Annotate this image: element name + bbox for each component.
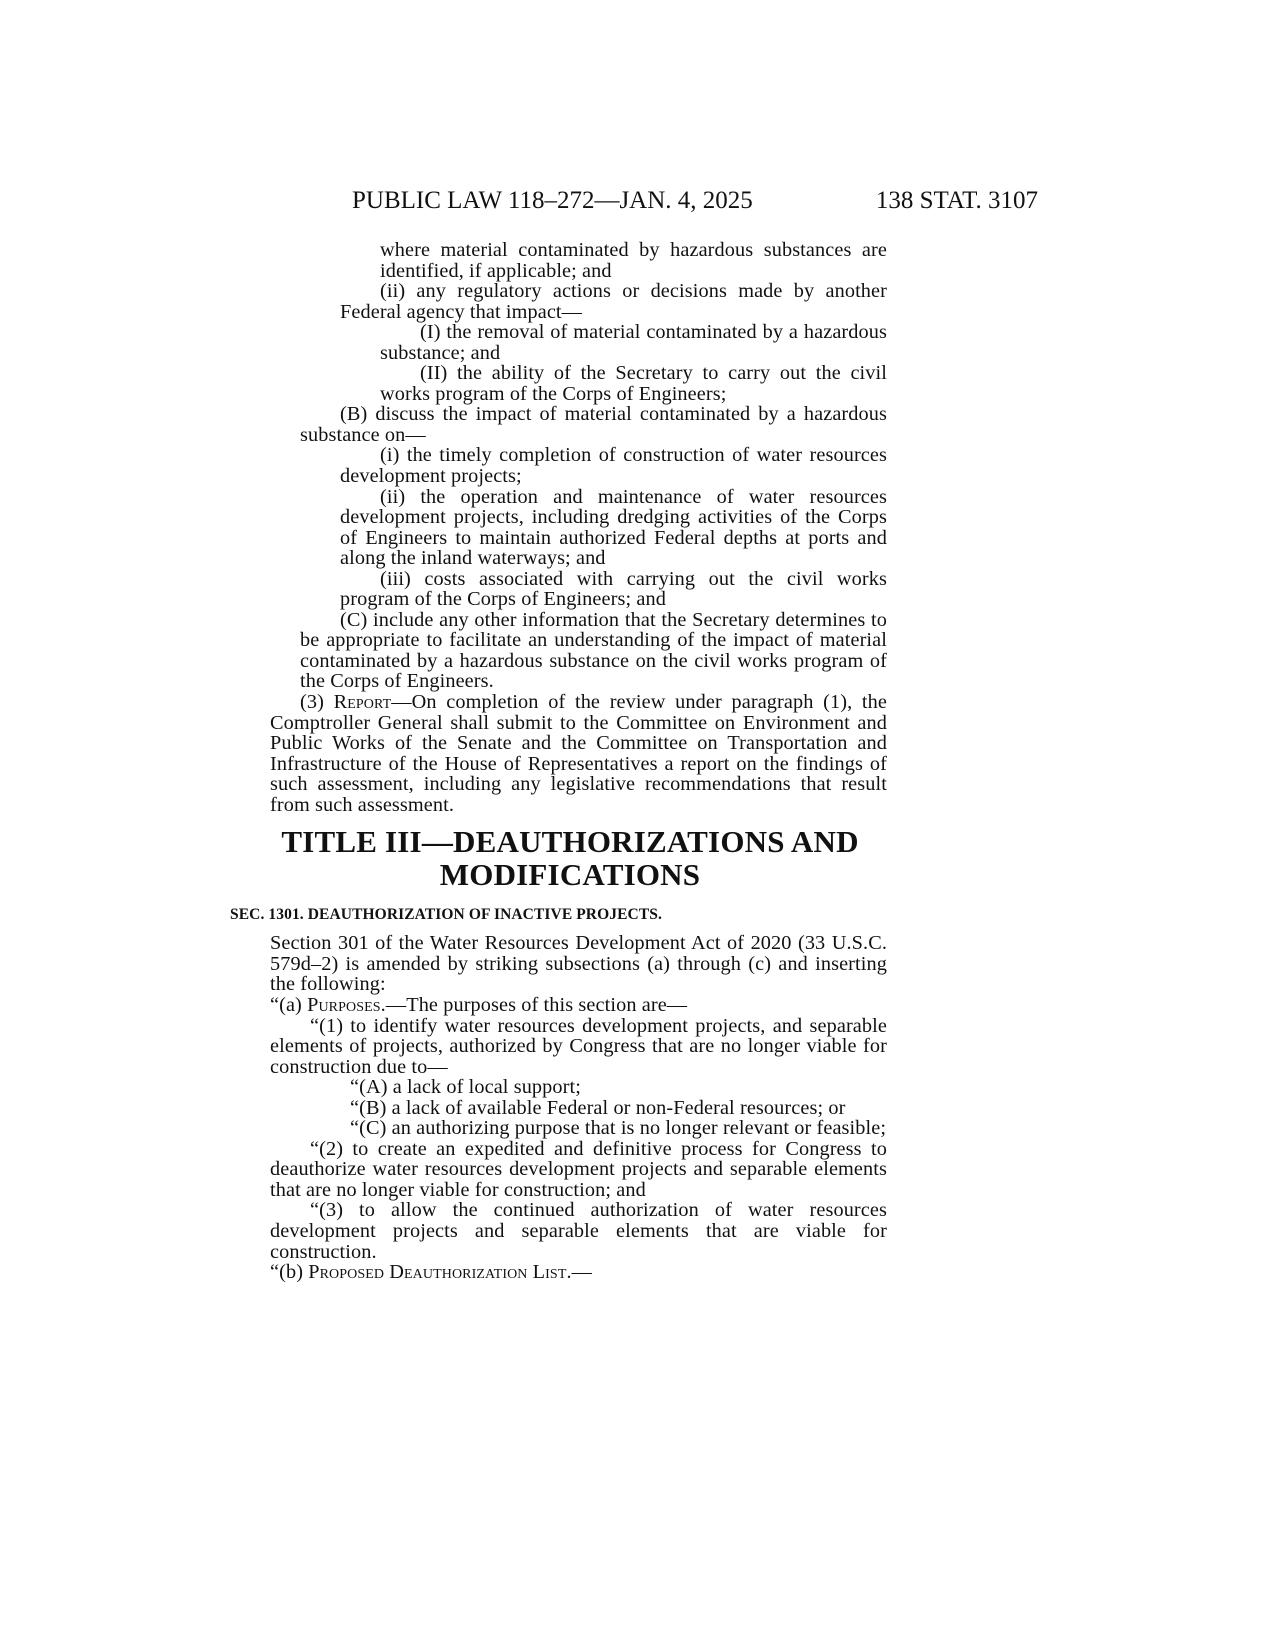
upper-paragraph: where material contaminated by hazardous substances are identified, if applicable; and <box>380 239 887 282</box>
title-line-2: MODIFICATIONS <box>439 857 701 893</box>
proposed-label: Proposed Deauthorization List <box>308 1261 567 1284</box>
public-law-citation: PUBLIC LAW 118–272—JAN. 4, 2025 <box>352 187 753 214</box>
upper-paragraph: (II) the ability of the Secretary to carry out the civil works program of the Corps of Engineers; <box>380 362 887 405</box>
amend-paragraph: “(C) an authorizing purpose that is no longer relevant or feasible; <box>350 1117 887 1140</box>
page-header <box>352 186 1038 216</box>
title-line-1: TITLE III—DEAUTHORIZATIONS AND <box>281 824 859 860</box>
upper-paragraph: (ii) the operation and maintenance of water resources development projects, including dredging activities of the Corps of Engineers to maintain authorized Federal depths at ports and along the inland waterways; and <box>340 485 887 570</box>
proposed-text: .— <box>566 1261 593 1284</box>
purposes-prefix: “(a) <box>270 993 302 1016</box>
upper-paragraph: (i) the timely completion of construction of water resources development projects; <box>340 444 887 488</box>
section-heading: SEC. 1301. DEAUTHORIZATION OF INACTIVE PROJECTS. <box>230 906 662 924</box>
proposed-list-paragraph <box>270 1262 887 1283</box>
amend-paragraph: “(A) a lack of local support; <box>350 1076 581 1099</box>
purposes-text: .—The purposes of this section are— <box>380 993 688 1016</box>
upper-paragraph: (I) the removal of material contaminated by a hazardous substance; and <box>380 321 887 364</box>
report-label: Report <box>333 691 392 714</box>
upper-paragraph: (iii) costs associated with carrying out the civil works program of the Corps of Engineers; and <box>340 567 887 611</box>
title-heading <box>270 825 870 891</box>
report-paragraph <box>270 692 887 815</box>
section-intro: Section 301 of the Water Resources Development Act of 2020 (33 U.S.C. 579d–2) is amended by striking subsections (a) through (c) and inserting the following: <box>270 932 887 996</box>
page-body <box>230 239 887 1284</box>
upper-paragraphs <box>270 240 887 692</box>
statute-page-number: 138 STAT. 3107 <box>875 187 1038 214</box>
report-number: (3) <box>300 691 324 714</box>
amend-paragraph: “(1) to identify water resources development projects, and separable elements of projects, authorized by Congress that are no longer viable for construction due to— <box>270 1014 887 1078</box>
amendment-paragraphs <box>270 1016 887 1263</box>
amend-paragraph: “(B) a lack of available Federal or non-Federal resources; or <box>350 1096 846 1119</box>
report-text: —On completion of the review under paragraph (1), the Comptroller General shall submit to the Committee on Environment and Public Works of the Senate and the Committee on Transportation and Infrastructure of the House of Representatives a report on the findings of such assessment, including any legislative recommendations that result from such assessment. <box>270 691 887 816</box>
upper-paragraph: (ii) any regulatory actions or decisions made by another Federal agency that impact— <box>340 280 887 323</box>
purposes-label: Purposes <box>307 993 381 1016</box>
purposes-paragraph <box>270 995 887 1016</box>
amend-paragraph: “(3) to allow the continued authorization of water resources development projects and separable elements that are viable for construction. <box>270 1199 887 1263</box>
upper-paragraph: (B) discuss the impact of material contaminated by a hazardous substance on— <box>300 403 887 446</box>
amend-paragraph: “(2) to create an expedited and definitive process for Congress to deauthorize water resources development projects and separable elements that are no longer viable for construction; and <box>270 1137 887 1201</box>
proposed-prefix: “(b) <box>270 1261 304 1284</box>
upper-paragraph: (C) include any other information that the Secretary determines to be appropriate to facilitate an understanding of the impact of material contaminated by a hazardous substance on the civil works program of the Corps of Engineers. <box>300 608 887 693</box>
